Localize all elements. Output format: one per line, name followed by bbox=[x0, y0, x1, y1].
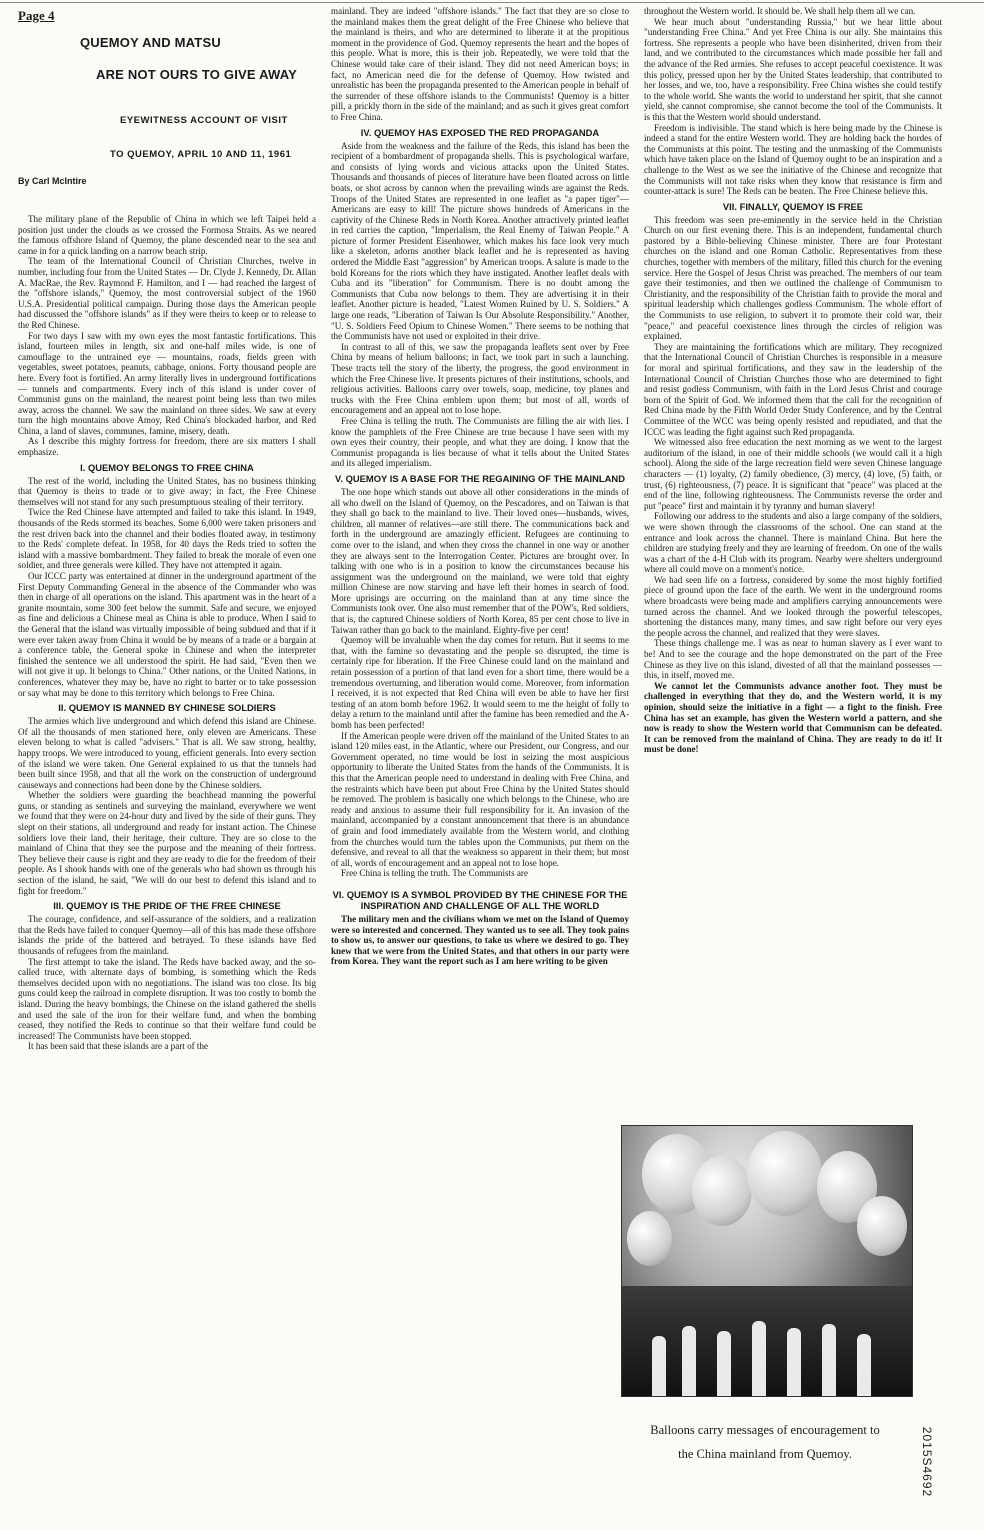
paragraph: This freedom was seen pre-eminently in the service held in the Christian Church on our first evening there. This is an independent, fundamental church pastored by a Bible-believing Chinese minister. There are four Protestant churches on the island and one Roman Catholic. Representatives from these churches, together with members of the military, filled this church for the evening service. Here the Gospel of Jesus Christ was preached. The members of our team gave their testimonies, and then we outlined the challenge of Communism to Christianity, and the responsibility of the Christian faith to provide the moral and spiritual leadership which challenges godless Communism. The whole effort of the Communists to use religion, to subvert it to promote their cold war, their "peace," and peaceful coexistence lines through the circles of religion was explained. bbox=[644, 214, 942, 342]
paragraph: The team of the International Council of Christian Churches, twelve in number, including four from the United States — Dr. Clyde J. Kennedy, Dr. Allan A. MacRae, the Rev. Raymond F. Hamilton, and I — had reached the largest of the "offshore islands," Quemoy, the most controversial subject of the 1960 U.S.A. Presidential political campaign. During those days the American people had discussed the "offshore islands" as if they were theirs to keep or to release to the Red Chinese. bbox=[18, 256, 316, 330]
crowd bbox=[622, 1286, 912, 1396]
archive-number: 2015S4692 bbox=[920, 1426, 935, 1498]
photo-caption bbox=[630, 1418, 900, 1466]
paragraph: The one hope which stands out above all other considerations in the minds of all who dwell on the Island of Quemoy, on the Pescadores, and on Taiwan is that they shall go back to the mainland to live. Their loved ones—husbands, wives, children, all manner of relatives—are still there. The communications back and forth in the underground are amazingly efficient. Refugees are continuing to come over to the island, and when they cross the channel in one way or another they are always sent to the Interrogation Center. Pictures are brought over. In talking with one who is in a position to know the circumstances because his assignment was the underground on the mainland, we were told that eighty million Chinese are now starving and have left their homes in search of food. More uprisings are occurring on the mainland than at any time since the Communists took over. One also must remember that of the POW's, Red soldiers, that is, the captured Chinese soldiers of North Korea, 85 per cent chose to live in Taiwan rather than go back to the mainland. Eighty-five per cent! bbox=[331, 486, 629, 635]
top-rule bbox=[0, 2, 984, 3]
headline-line-1: QUEMOY AND MATSU bbox=[80, 35, 221, 50]
paragraph: Aside from the weakness and the failure of the Reds, this island has been the recipient of a bombardment of propaganda shells. This is psychological warfare, and consists of lying words and vicious attacks upon the United States. Thousands and thousands of pieces of literature have been floated across on little boats, or shot across by cannon when the prevailing winds are against the Reds. Troops of the United States are represented in one leaflet as "a paper tiger"—Americans are easy to kill! The picture shows hundreds of Americans in the captivity of the Chinese Reds in North Korea. Another attractively printed leaflet in red carries the caption, "Imperialism, the Real Enemy of Taiwan People." A picture of former President Eisenhower, which makes his face look very much like a skeleton, adorns another black leaflet and he is represented as having ordered the Middle East "aggression" by American troops. A salute is made to the bold Koreans for the riots which they have instigated. Another leaflet deals with Cuba and its "liberation" for Communism. There is no doubt among the Communists that Cuba now belongs to them. They are advertising it in their leaflet. Another picture is headed, "Latest Women Ruined by U. S. Soldiers." A large one reads, "Liberation of Taiwan Is Our Absolute Responsibility." Another, "U. S. Soldiers Feed Opium to Chinese Women." There seems to be nothing that the Communists have not used or exploited in their drive. bbox=[331, 140, 629, 342]
column-1 bbox=[18, 214, 316, 1052]
paragraph: These things challenge me. I was as near to human slavery as I ever want to be! And to see the courage and the hope demonstrated on the part of the Free Chinese as they live on this island, divested of all that the mainland possesses — this, in itself, moved me. bbox=[644, 638, 942, 681]
person bbox=[822, 1324, 836, 1396]
paragraph: Following our address to the students and also a large company of the soldiers, we were shown through the classrooms of the school. One can stand at the entrance and look across the channel. There is mainland China. But here the children are studying freely and they are learning of freedom. On one of the walls was a chart of the 4-H Club with its program. Nearby were shelters underground where all could move on a moment's notice. bbox=[644, 511, 942, 575]
page-number: Page 4 bbox=[18, 8, 55, 23]
paragraph: throughout the Western world. It should be. We shall help them all we can. bbox=[644, 6, 916, 16]
paragraph: We witnessed also free education the next morning as we went to the largest auditorium of the island, in one of their middle schools (we would call it a high school). Along the side of the large recreation field were seven Chinese language characters — (1) loyalty, (2) family obedience, (3) mercy, (4) love, (5) faith, or trust, (6) righteousness, (7) peace. It is significant that "peace" was placed at the end of the line, following righteousness. The Communists reverse the order and put "peace" first and maintain it by tyranny and human slavery! bbox=[644, 437, 942, 511]
paragraph: The military plane of the Republic of China in which we left Taipei held a position just under the clouds as we crossed the Formosa Straits. As we neared the famous offshore Island of Quemoy, the plane descended near to the sea and came in for a quick landing on a narrow beach strip. bbox=[18, 214, 316, 256]
balloon bbox=[627, 1211, 672, 1266]
person bbox=[857, 1334, 871, 1396]
paragraph: If the American people were driven off the mainland of the United States to an island 120 miles east, in the Atlantic, where our President, our Congress, and our Government operated, no time would be lost in seizing the most auspicious opportunity to liberate the United States from the hands of the Communists. It is this that the American people need to understand in dealing with Free China, and the restraints which have been put about Free China by the United States should be removed. The problem is basically one which belongs to the Chinese, who are ready and anxious to assume their full responsibility for it. An invasion of the mainland, accompanied by a constant announcement that there is an abundance of grain and food immediately available from the Western world, and clothing from the churches would turn the tables upon the Communists, put them on the defensive, and reveal to all that the weakness so apparent in their them; but most of all, words of encouragement and an appeal not to lose hope. bbox=[331, 730, 629, 868]
caption-line: the China mainland from Quemoy. bbox=[678, 1447, 852, 1461]
paragraph: We cannot let the Communists advance another foot. They must be challenged in everything that they do, and the Western world, it is my opinion, should seize the initiative in a fight — a fight to the finish. Free China has set an example, has given the Western world a pattern, and she now is ready to show the Western world that Communism can be defeated. It can be removed from the mainland of China. They are ready to do it! It must be done! bbox=[644, 680, 942, 755]
balloon bbox=[692, 1156, 752, 1226]
paragraph: As I describe this mighty fortress for freedom, there are six matters I shall emphasize. bbox=[18, 436, 316, 458]
paragraph: Twice the Red Chinese have attempted and failed to take this island. In 1949, thousands of the Reds stormed its beaches. Some 6,000 were taken prisoners and the rest driven back into the channel and their bodies floated away, in testimony to the Reds' complete defeat. In 1958, for 40 days the Reds tried to soften the island with a massive bombardment. They failed to break the morale of even one soldier, and three generals were killed. They have not attempted it again. bbox=[18, 507, 316, 571]
paragraph: We had seen life on a fortress, considered by some the most highly fortified piece of ground upon the face of the earth. We went in the underground rooms where broadcasts were being made and amplifiers carrying announcements were turned across the channel. And we looked through the powerful telescopes, shortening the distances many, many times, and saw right before our very eyes the people across the channel, and realized that they were slaves. bbox=[644, 574, 942, 638]
paragraph: It has been said that these islands are a part of the bbox=[28, 1041, 209, 1052]
subheadline-1: EYEWITNESS ACCOUNT OF VISIT bbox=[120, 115, 288, 126]
balloon bbox=[857, 1196, 907, 1256]
section-heading: V. QUEMOY IS A BASE FOR THE REGAINING OF THE MAINLAND bbox=[335, 472, 625, 484]
paragraph: mainland. They are indeed "offshore islands." The fact that they are so close to the mainland makes them the great delight of the Free Chinese who believe that the mainland is theirs, and who are determined to liberate it at the propitious moment in the providence of God. Quemoy represents the heart and the hopes of this people. What is more, this is their job. Repeatedly, we were told that the Chinese would take care of their island. They did not need American boys; in fact, no American need die for the defense of Quemoy. How twisted and unrealistic has been the propaganda presented to the American people in behalf of the surrender of these offshore islands to the Communists! Quemoy is a bitter pill, a prickly thorn in the side of the mainland; and as such it gives great comfort to Free China. bbox=[331, 6, 629, 122]
paragraph: They are maintaining the fortifications which are military. They recognized that the International Council of Christian Churches is responsible in a measure for moral and spiritual fortifications, and they saw in the leadership of the International Council of Christian Churches those who are determined to fight and resist godless Communism, with faith in the Lord Jesus Christ and courage born of the Spirit of God. We informed them that the call for the recognition of Red China made by the Fifth World Order Study Conference, and by the Central Committee of the WCC was being openly resisted and repudiated, and that the ICCC was leading the fight against such Red propaganda. bbox=[644, 341, 942, 437]
section-heading: VI. QUEMOY IS A SYMBOL PROVIDED BY THE CHINESE FOR THE INSPIRATION AND CHALLENGE OF ALL THE WORLD bbox=[332, 888, 628, 911]
person bbox=[787, 1328, 801, 1396]
paragraph: For two days I saw with my own eyes the most fantastic fortifications. This island, fourteen miles in length, six and one-half miles wide, is one of camouflage to the untrained eye — mountains, roads, fields green with vegetables, sweet potatoes, peanuts, cabbage, onions. Forty thousand people are here. Every foot is fortified. An army literally lives in underground fortifications — tunnels and compartments. Every inch of this island is under cover of Communist guns on the mainland, the nearest point being less than two miles away, across the channel. We saw the mainland on three sides. We saw at every turn the high mountains above Amoy, Red China's blockaded harbor, and Red China, a land of slaves, communes, famine, misery, death. bbox=[18, 330, 316, 436]
paragraph: The first attempt to take the island. The Reds have backed away, and the so-called truce, with alternate days of bombing, is something which the Reds themselves decided upon with no negotiations. The island was too close. Its big guns could keep the railroad in complete disruption. It was too costly to bomb the island. During the heavy bombings, the Chinese on the island gathered the shells and used the sale of the iron for their welfare fund, and when the bombing ceased, they notified the Reds to continue so that their welfare fund could be increased! The Communists have been stopped. bbox=[18, 956, 316, 1041]
paragraph: The rest of the world, including the United States, has no business thinking that Quemoy is theirs to trade or to give away; in fact, the Free Chinese themselves will not stand for any such presumptuous stealing of their territory. bbox=[18, 475, 316, 507]
caption-line: Balloons carry messages of encouragement to bbox=[650, 1423, 880, 1437]
paragraph: Free China is telling the truth. The Communists are filling the air with lies. I know the pamphlets of the Free Chinese are true because I have seen with my own eyes their country, their people, and what they are doing. I know that the Communist propaganda is lies because of what it tells about the United States and its alleged imperialism. bbox=[331, 415, 629, 469]
paragraph: The courage, confidence, and self-assurance of the soldiers, and a realization that the Reds have failed to conquer Quemoy—all of this has made these offshore islands the pride of the battered and betrayed. To these islands have fled thousands of refugees from the mainland. bbox=[18, 914, 316, 956]
paragraph: Free China is telling the truth. The Communists are bbox=[341, 868, 528, 879]
paragraph: Freedom is indivisible. The stand which is here being made by the Chinese is indeed a stand for the entire Western world. They are holding back the hordes of the Communists at this point. The testing and the unmasking of the Communists which have taken place on the Island of Quemoy ought to be an inspiration and a challenge to the West as we see the initiative of the Chinese and recognize that the Communists will not take risks when they know that resistance is firm and counter-attack is sure! The Reds can be beaten. The Free Chinese believe this. bbox=[644, 122, 942, 197]
balloon-launch-photo bbox=[621, 1125, 913, 1397]
paragraph: We hear much about "understanding Russia," but we hear little about "understanding Free China." And yet Free China is our ally. She maintains this fortress. She represents a people who have been disinherited, driven from their land, and we contributed to the circumstances which made possible her fall and the advance of the Red armies. She refuses to accept peaceful coexistence. It was this policy, pressed upon her by the United States leadership, that contributed to her losses, and we, too, have a responsibility. Free China wishes she could testify to the whole world. She wants the world to understand her spirit, that she cannot yield, she cannot compromise, she cannot become the tool of the Communists. It is this that the Western world should understand. bbox=[644, 16, 942, 122]
headline-line-2: ARE NOT OURS TO GIVE AWAY bbox=[96, 67, 297, 82]
paragraph: Our ICCC party was entertained at dinner in the underground apartment of the First Deputy Commanding General in the absence of the Commander who was then in charge of all operations on the island. This apartment was in the heart of a granite mountain, some 300 feet below the summit. Safe and secure, we enjoyed as fine and delicious a Chinese meal as China is able to produce. When I said to the General that the island was virtually impossible of being subdued and that if it were ever taken away from China it would be by means of a trade or a bargain at a conference table, the General spoke in Chinese and when the interpreter finished the sentence we all understood the spirit. He had said, "Even then we will not give it up. It belongs to China." Other nations, or the United Nations, in conferences, whatever they may be, have no right to barter or to take possession or say what may be done to this territory which belongs to Free China. bbox=[18, 571, 317, 698]
section-heading: IV. QUEMOY HAS EXPOSED THE RED PROPAGANDA bbox=[360, 126, 600, 138]
paragraph: The armies which live underground and which defend this island are Chinese. Of all the thousands of men stationed here, only eleven are Americans. These eleven belong to what is called "advisers." That is all. We saw strong, healthy, happy troops. We were introduced to young, efficient generals. Into every section of the island we were taken. One General explained to us that the tunnels had been built since 1958, and that all the work on the construction of underground causeways and connections had been done by the Chinese soldiers. bbox=[18, 716, 316, 790]
balloon bbox=[747, 1131, 822, 1216]
column-3 bbox=[644, 6, 942, 755]
byline: By Carl McIntire bbox=[18, 176, 87, 186]
paragraph: The military men and the civilians whom we met on the Island of Quemoy were so interested and concerned. They wanted us to see all. They took pains to show us, to answer our questions, to take us where we desired to go. They knew that we were from the United States, and that others in our party were from Korea. They want the report such as I am here writing to be given bbox=[331, 913, 629, 967]
paragraph: Quemoy will be invaluable when the day comes for return. But it seems to me that, with the famine so devastating and the people so disrupted, the time is certainly ripe for liberation. If the Free Chinese could land on the mainland and retain possession of a portion of that land even for a short time, there would be a tremendous overturning, and liberation would come. Moreover, from information I received, it is not expected that Red China will even be able to have her first testing of an atom bomb before 1962. It would seem to me the height of folly to delay a return to the mainland until after the famine has been remedied and the A-bomb has been perfected! bbox=[331, 635, 629, 730]
person bbox=[752, 1321, 766, 1396]
person bbox=[682, 1326, 696, 1396]
archive-stamp bbox=[912, 1410, 972, 1520]
section-heading: II. QUEMOY IS MANNED BY CHINESE SOLDIERS bbox=[58, 702, 276, 714]
column-2 bbox=[331, 6, 629, 967]
section-heading: VII. FINALLY, QUEMOY IS FREE bbox=[722, 200, 864, 212]
person bbox=[717, 1331, 731, 1396]
subheadline-2: TO QUEMOY, APRIL 10 AND 11, 1961 bbox=[110, 149, 292, 160]
section-heading: III. QUEMOY IS THE PRIDE OF THE FREE CHINESE bbox=[53, 900, 281, 912]
person bbox=[652, 1336, 666, 1396]
paragraph: Whether the soldiers were guarding the beachhead manning the powerful guns, or standing as sentinels and surveying the mainland, everywhere we went we found that they were on 24-hour duty and lived by the side of their guns. They slept on their stations, all underground and ready for instant action. The Chinese soldiers love their land, their heritage, their culture. They are so close to the mainland of China that they see the purpose and the meaning of their fortress. They believe their cause is right and they are ready to die for the freedom of their people. As I shook hands with one of the generals who had shown us through his section of the island, he said, "We will do our best to defend this island and to fight for freedom." bbox=[18, 790, 316, 896]
section-heading: I. QUEMOY BELONGS TO FREE CHINA bbox=[80, 461, 254, 473]
paragraph: In contrast to all of this, we saw the propaganda leaflets sent over by Free China by means of helium balloons; in fact, we took part in such a launching. These tracts tell the story of the liberty, the progress, the good environment in which the Free Chinese live. It presents pictures of their institutions, schools, and religious activities. Balloons carry over towels, soap, medicine, toy planes and trucks with the Free China emblem upon them; but most of all, words of encouragement and an appeal not to lose hope. bbox=[331, 341, 629, 416]
